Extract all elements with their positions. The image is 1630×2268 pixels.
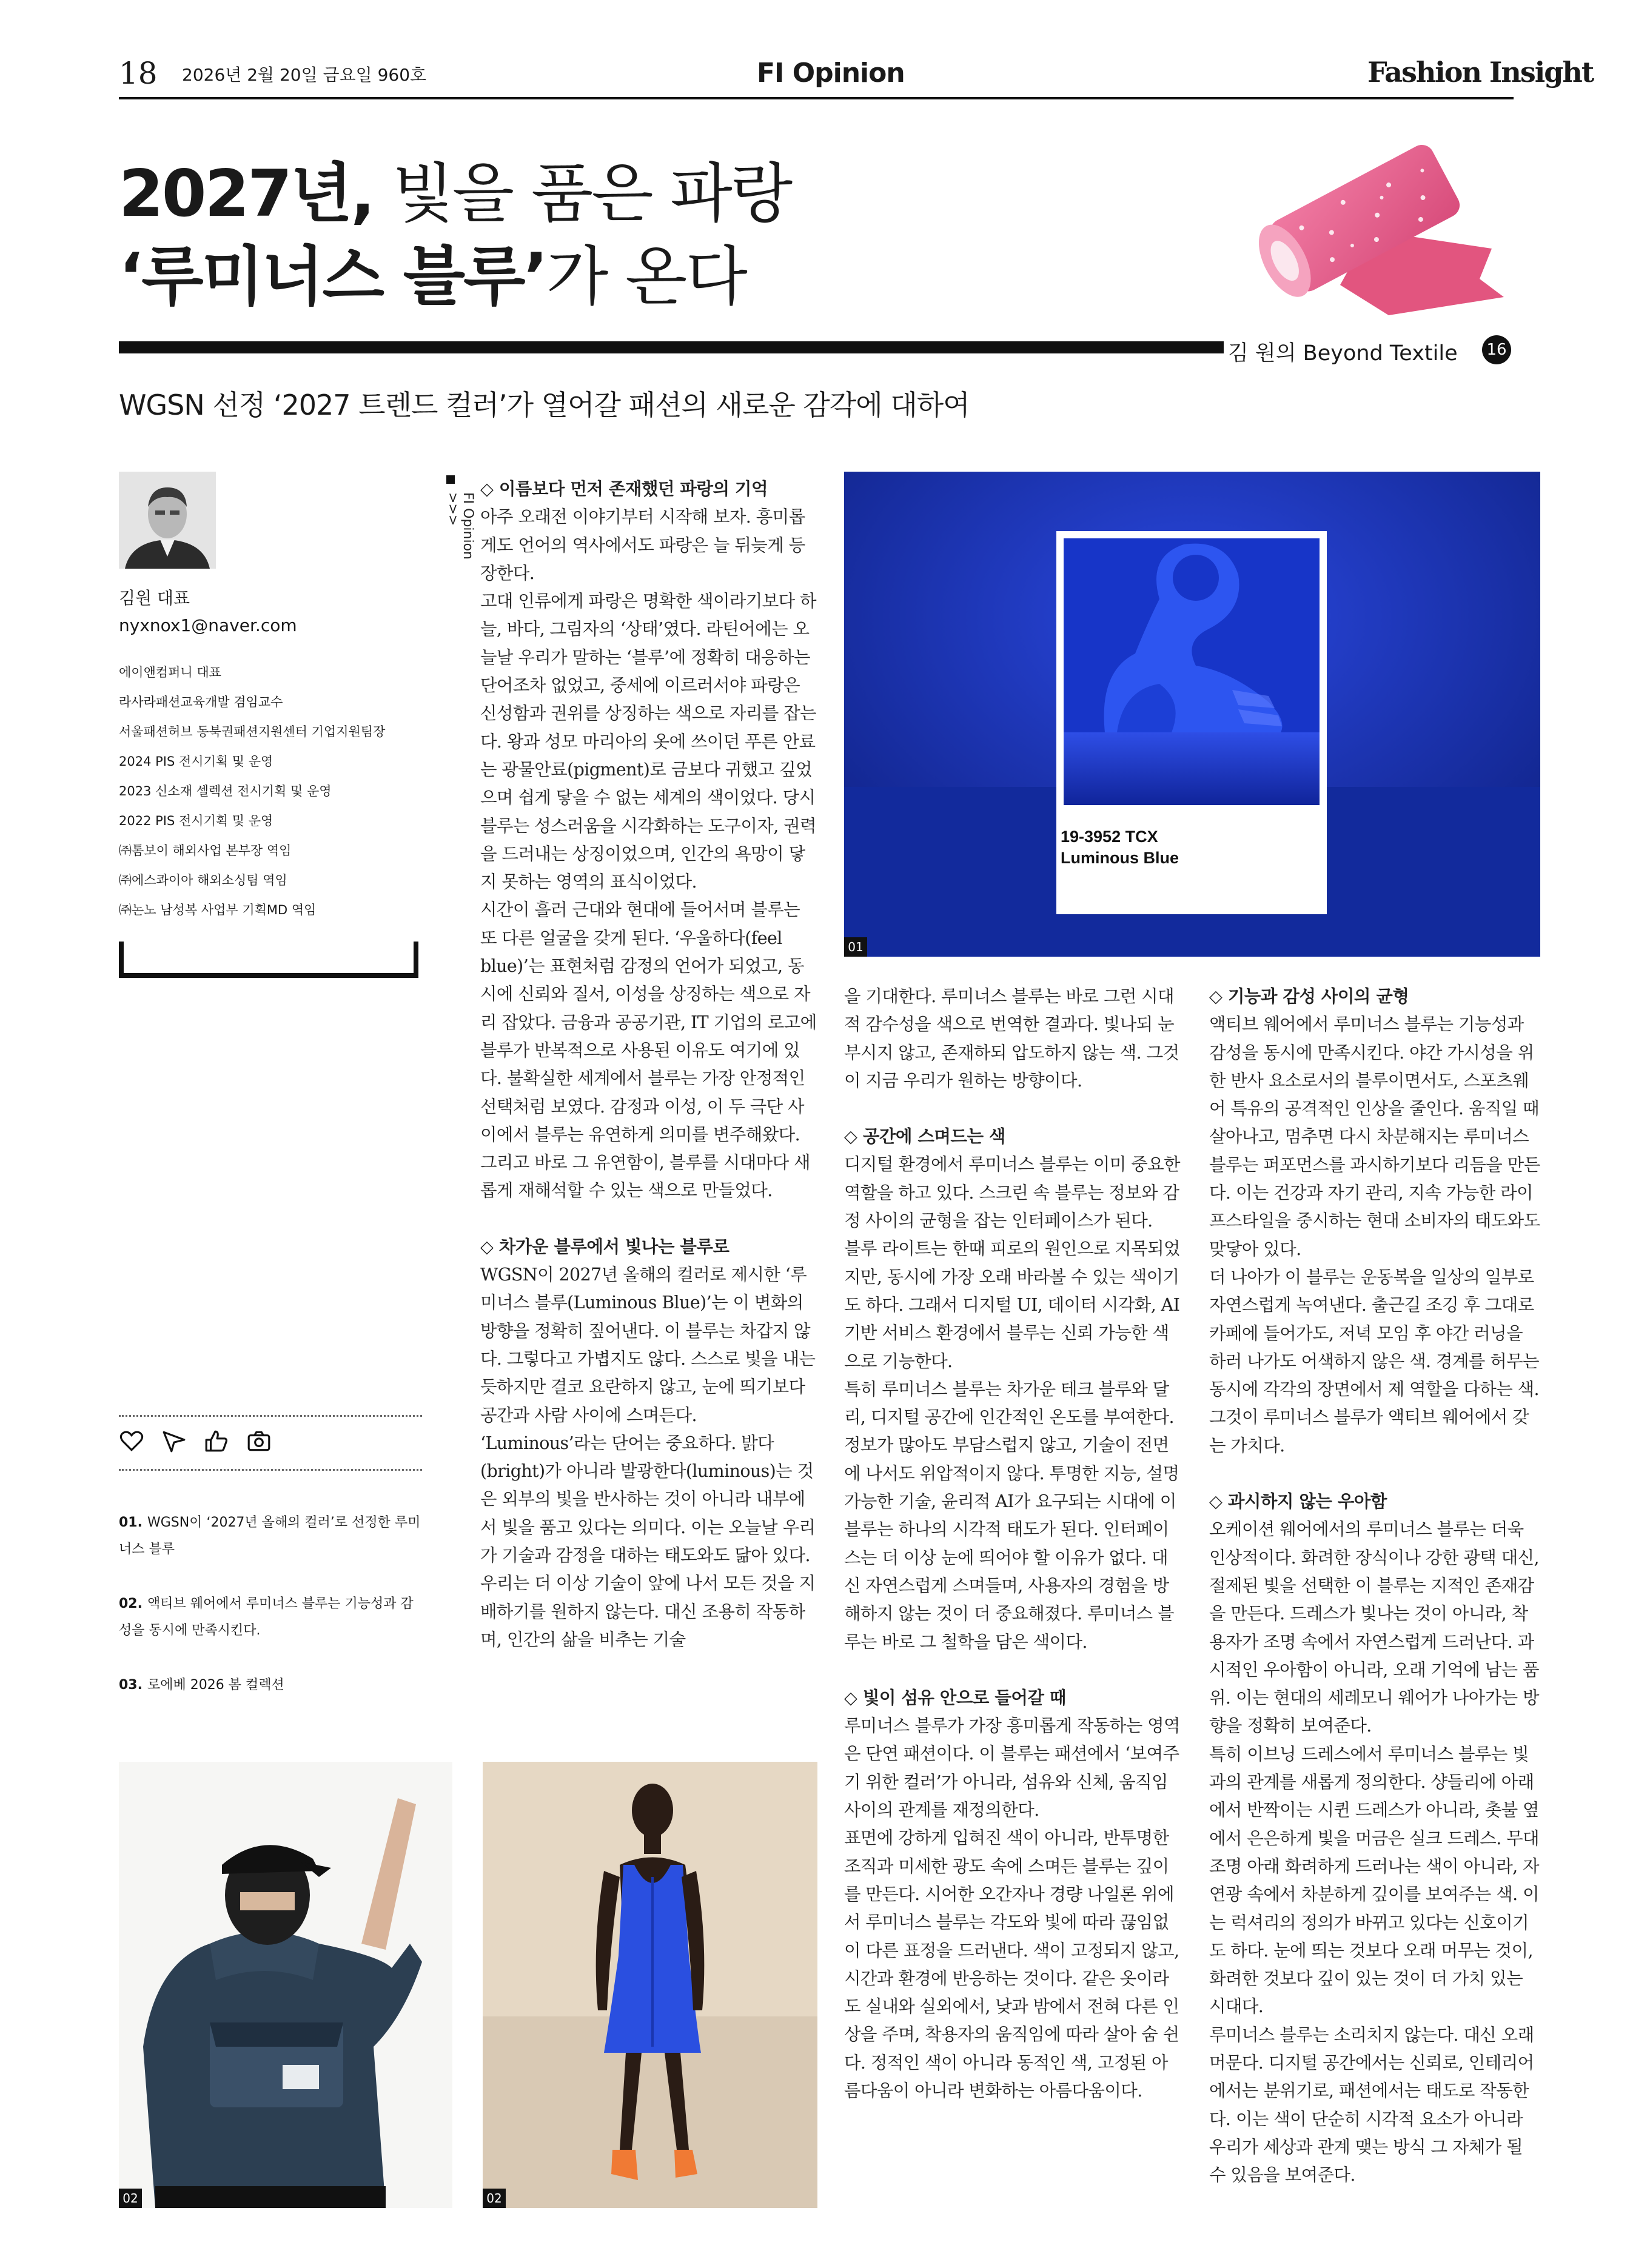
color-chip-name: Luminous Blue xyxy=(1061,849,1179,867)
author-role: 라사라패션교육개발 겸임교수 xyxy=(119,695,283,709)
series-number-badge: 16 xyxy=(1482,335,1511,364)
paragraph: 디지털 환경에서 루미너스 블루는 이미 중요한 역할을 하고 있다. 스크린 속 블루는 정보와 감정 사이의 균형을 잡는 인터페이스가 된다. xyxy=(844,1154,1180,1231)
author-photo xyxy=(119,472,216,569)
caption-item xyxy=(119,1510,422,1563)
paragraph: WGSN이 2027년 올해의 컬러로 제시한 ‘루미너스 블루(Luminous Blue)’는 이 변화의 방향을 정확히 짚어낸다. 이 블루는 차갑지 않다. 그렇다고 가볍지도 않다. 스스로 빛을 내는 듯하지만 결코 요란하지 않고, 눈에 띄기보다 공간과 사람 사이에 스며든다. xyxy=(480,1265,816,1425)
author-role: 2022 PIS 전시기획 및 운영 xyxy=(119,814,273,828)
caption-number: 03. xyxy=(119,1678,143,1693)
author-name: 김원 대표 xyxy=(119,588,190,608)
article-column-3 xyxy=(1209,983,1543,2189)
author-role: 서울패션허브 동북권패션지원센터 기업지원팀장 xyxy=(119,724,386,739)
image-tag: 01 xyxy=(844,937,867,957)
section-title: FI Opinion xyxy=(757,58,905,89)
headline-bold-2: ‘루미너스 블루’ xyxy=(119,239,546,314)
author-bracket xyxy=(119,942,418,978)
author-role: 2024 PIS 전시기획 및 운영 xyxy=(119,754,273,769)
send-icon[interactable] xyxy=(161,1428,187,1454)
author-roles xyxy=(119,658,385,925)
image-tag: 02 xyxy=(483,2189,506,2208)
camera-icon[interactable] xyxy=(246,1428,272,1454)
headline-bold-1: 2027년, xyxy=(119,156,374,231)
paragraph: 루미너스 블루는 소리치지 않는다. 대신 오래 머문다. 디지털 공간에서는 신뢰로, 인테리어에서는 분위기로, 패션에서는 태도로 작동한다. 이는 색이 단순히 시각적 요소가 아니라 우리가 세상과 관계 맺는 방식 그 자체가 될 수 있음을 보여준다. xyxy=(1209,2024,1534,2186)
fabric-roll-illustration xyxy=(1249,133,1510,321)
paragraph: 오케이션 웨어에서의 루미너스 블루는 더욱 인상적이다. 화려한 장식이나 강한 광택 대신, 절제된 빛을 선택한 이 블루는 지적인 존재감을 만든다. 드레스가 빛나는 것이 아니라, 착용자가 조명 속에서 자연스럽게 드러난다. 과시적인 우아함이 아니라, 오래 기억에 남는 품위. 이는 현대의 세레모니 웨어가 나아가는 방향을 정확히 보여준다. xyxy=(1209,1519,1539,1736)
headline-line-1 xyxy=(119,155,791,233)
author-role: 2023 신소재 셀렉션 전시기획 및 운영 xyxy=(119,784,332,798)
section-heading: ◇ 빛이 섬유 안으로 들어갈 때 xyxy=(844,1687,1066,1708)
runway-photo xyxy=(483,1762,817,2208)
series-label: 김 원의 Beyond Textile xyxy=(1228,341,1458,366)
section-heading: ◇ 과시하지 않는 우아함 xyxy=(1209,1491,1387,1512)
share-icons xyxy=(119,1428,272,1454)
author-role: ㈜에스콰이아 해외소싱팀 역임 xyxy=(119,873,287,888)
caption-item xyxy=(119,1591,422,1644)
caption-text: 로에베 2026 봄 컬렉션 xyxy=(147,1678,284,1693)
headline-line-2 xyxy=(119,238,746,316)
section-heading: ◇ 공간에 스며드는 색 xyxy=(844,1126,1005,1147)
paragraph: 블루 라이트는 한때 피로의 원인으로 지목되었지만, 동시에 가장 오래 바라볼 수 있는 색이기도 하다. 그래서 디지털 UI, 데이터 시각화, AI 기반 서비스 환경에서 블루는 신뢰 가능한 색으로 기능한다. xyxy=(844,1239,1180,1371)
divider xyxy=(119,1415,422,1417)
vertical-label-text: FI Opinion >>> xyxy=(445,492,475,560)
paragraph: ‘Luminous’라는 단어는 중요하다. 밝다(bright)가 아니라 발광한다(luminous)는 것은 외부의 빛을 반사하는 것이 아니라 내부에서 빛을 품고 있다는 의미다. 이는 오늘날 우리가 기술과 감정을 대하는 태도와도 닮아 있다. 우리는 더 이상 기술이 앞에 나서 모든 것을 지배하기를 원하지 않는다. 대신 조용히 작동하며, 인간의 삶을 비추는 기술 xyxy=(480,1433,816,1650)
caption-number: 01. xyxy=(119,1515,143,1530)
page-number: 18 xyxy=(119,56,158,91)
image-tag: 02 xyxy=(119,2189,142,2208)
photo-captions xyxy=(119,1510,422,1727)
vertical-section-label xyxy=(443,475,475,584)
paragraph: 아주 오래전 이야기부터 시작해 보자. 흥미롭게도 언어의 역사에서도 파랑은 늘 뒤늦게 등장한다. xyxy=(480,507,805,583)
paragraph: 루미너스 블루가 가장 흥미롭게 작동하는 영역은 단연 패션이다. 이 블루는 패션에서 ‘보여주기 위한 컬러’가 아니라, 섬유와 신체, 움직임 사이의 관계를 재정의한다. xyxy=(844,1716,1180,1821)
author-role: ㈜논노 남성복 사업부 기획MD 역임 xyxy=(119,903,317,917)
paragraph: 특히 루미너스 블루는 차가운 테크 블루와 달리, 디지털 공간에 인간적인 온도를 부여한다. 정보가 많아도 부담스럽지 않고, 기술이 전면에 나서도 위압적이지 않다. 투명한 지능, 설명 가능한 기술, 윤리적 AI가 요구되는 시대에 이 블루는 하나의 시각적 태도가 된다. 인터페이스는 더 이상 눈에 띄어야 할 이유가 없다. 대신 자연스럽게 스며들며, 사용자의 경험을 방해하지 않는 것이 더 중요해졌다. 루미너스 블루는 바로 그 철학을 담은 색이다. xyxy=(844,1379,1179,1652)
color-chip-code: 19-3952 TCX xyxy=(1061,828,1158,846)
paragraph: 액티브 웨어에서 루미너스 블루는 기능성과 감성을 동시에 만족시킨다. 야간 가시성을 위한 반사 요소로서의 블루이면서도, 스포츠웨어 특유의 공격적인 인상을 줄인다. 움직일 때 살아나고, 멈추면 다시 차분해지는 루미너스 블루는 퍼포먼스를 과시하기보다 리듬을 만든다. 이는 건강과 자기 관리, 지속 가능한 라이프스타일을 중시하는 현대 소비자의 태도와도 맞닿아 있다. xyxy=(1209,1014,1540,1259)
caption-number: 02. xyxy=(119,1596,143,1611)
luminous-blue-image xyxy=(844,472,1540,957)
section-heading: ◇ 차가운 블루에서 빛나는 블루로 xyxy=(480,1236,729,1257)
author-role: ㈜톰보이 해외사업 본부장 역임 xyxy=(119,843,292,858)
caption-text: WGSN이 ‘2027년 올해의 컬러’로 선정한 루미너스 블루 xyxy=(119,1515,421,1557)
article-column-2 xyxy=(844,983,1184,2105)
paragraph: 시간이 흘러 근대와 현대에 들어서며 블루는 또 다른 얼굴을 갖게 된다. ‘우울하다(feel blue)’는 표현처럼 감정의 언어가 되었고, 동시에 신뢰와 질서, 이성을 상징하는 색으로 자리 잡았다. 금융과 공공기관, IT 기업의 로고에 블루가 반복적으로 사용된 이유도 여기에 있다. 불확실한 세계에서 블루는 가장 안정적인 선택처럼 보였다. 감정과 이성, 이 두 극단 사이에서 블루는 유연하게 의미를 변주해왔다. 그리고 바로 그 유연함이, 블루를 시대마다 새롭게 재해석할 수 있는 색으로 만들었다. xyxy=(480,900,817,1201)
header-rule xyxy=(119,97,1514,99)
author-role: 에이앤컴퍼니 대표 xyxy=(119,665,221,680)
thumbs-up-icon[interactable] xyxy=(204,1428,229,1454)
title-rule xyxy=(119,341,1224,353)
paragraph: 을 기대한다. 루미너스 블루는 바로 그런 시대적 감수성을 색으로 번역한 결과다. 빛나되 눈부시지 않고, 존재하되 압도하지 않는 색. 그것이 지금 우리가 원하는 방향이다. xyxy=(844,986,1179,1091)
article-column-1 xyxy=(480,475,820,1654)
publication-logo: Fashion Insight xyxy=(1367,56,1594,89)
activewear-photo xyxy=(119,1762,452,2208)
divider xyxy=(119,1469,422,1471)
paragraph: 더 나아가 이 블루는 운동복을 일상의 일부로 자연스럽게 녹여낸다. 출근길 조깅 후 그대로 카페에 들어가도, 저녁 모임 후 야간 러닝을 하러 나가도 어색하지 않은 색. 경계를 허무는 동시에 각각의 장면에서 제 역할을 다하는 색. 그것이 루미너스 블루가 액티브 웨어에서 갖는 가치다. xyxy=(1209,1266,1539,1456)
headline-rest-1: 빛을 품은 파랑 xyxy=(373,156,791,231)
section-heading: ◇ 기능과 감성 사이의 균형 xyxy=(1209,986,1409,1006)
paragraph: 특히 이브닝 드레스에서 루미너스 블루는 빛과의 관계를 새롭게 정의한다. 샹들리에 아래에서 반짝이는 시퀸 드레스가 아니라, 촛불 옆에서 은은하게 빛을 머금은 실크 드레스. 무대 조명 아래 화려하게 드러나는 색이 아니라, 자연광 속에서 차분하게 깊이를 보여주는 색. 이는 럭셔리의 정의가 바뀌고 있다는 신호이기도 하다. 눈에 띄는 것보다 오래 머무는 것이, 화려한 것보다 깊이 있는 것이 더 가치 있는 시대다. xyxy=(1209,1744,1539,2017)
issue-date: 2026년 2월 20일 금요일 960호 xyxy=(182,65,427,85)
paragraph: 표면에 강하게 입혀진 색이 아니라, 반투명한 조직과 미세한 광도 속에 스며든 블루는 깊이를 만든다. 시어한 오간자나 경량 나일론 위에서 루미너스 블루는 각도와 빛에 따라 끊임없이 다른 표정을 드러낸다. 색이 고정되지 않고, 시간과 환경에 반응하는 것이다. 같은 옷이라도 실내와 실외에서, 낮과 밤에서 전혀 다른 인상을 주며, 착용자의 움직임에 따라 살아 숨 쉰다. 정적인 색이 아니라 동적인 색, 고정된 아름다움이 아니라 변화하는 아름다움이다. xyxy=(844,1828,1179,2101)
subtitle: WGSN 선정 ‘2027 트렌드 컬러’가 열어갈 패션의 새로운 감각에 대하여 xyxy=(119,389,970,421)
headline-rest-2: 가 온다 xyxy=(546,239,746,314)
caption-item xyxy=(119,1672,422,1699)
paragraph: 고대 인류에게 파랑은 명확한 색이라기보다 하늘, 바다, 그림자의 ‘상태’였다. 라틴어에는 오늘날 우리가 말하는 ‘블루’에 정확히 대응하는 단어조차 없었고, 중세에 이르러서야 파랑은 신성함과 권위를 상징하는 색으로 자리를 잡는다. 왕과 성모 마리아의 옷에 쓰이던 푸른 안료는 광물안료(pigment)로 금보다 귀했고 깊었으며 쉽게 닿을 수 없는 세계의 색이었다. 당시 블루는 성스러움을 시각화하는 도구이자, 권력을 드러내는 상징이었으며, 인간의 욕망이 닿지 못하는 영역의 표식이었다. xyxy=(480,591,816,892)
caption-text: 액티브 웨어에서 루미너스 블루는 기능성과 감성을 동시에 만족시킨다. xyxy=(119,1596,414,1638)
heart-icon[interactable] xyxy=(119,1428,144,1454)
author-email[interactable]: nyxnox1@naver.com xyxy=(119,615,297,635)
section-heading: ◇ 이름보다 먼저 존재했던 파랑의 기억 xyxy=(480,479,768,499)
